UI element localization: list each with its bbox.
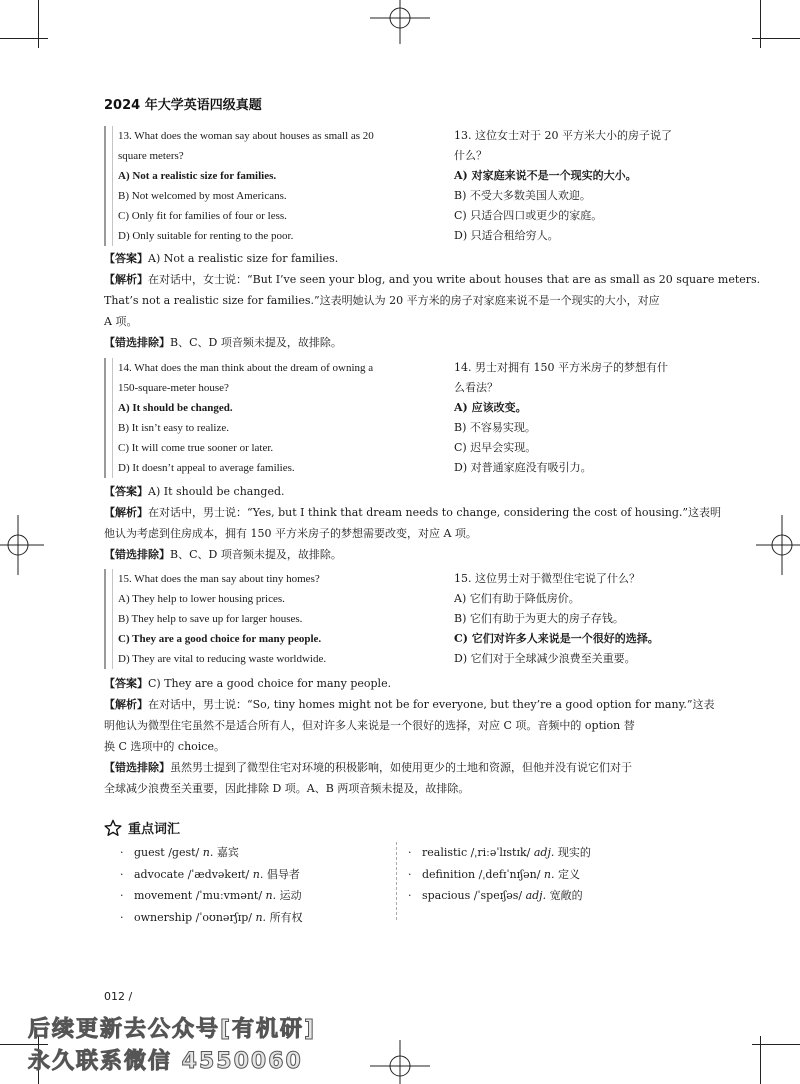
page-number: 012 / xyxy=(104,990,133,1003)
answer-text: C) They are a good choice for many people. xyxy=(148,677,392,690)
question-13-english: 13. What does the woman say about houses as small as 20 square meters? A) Not a realistic size for families. B) Not welcomed by most Americans. C) Only fit for families of four or less. D) Only suitable for renting to the poor. xyxy=(118,130,374,242)
question-14-explanation: 【答案】A) It should be changed. 【解析】在对话中，男士说：“Yes, but I think that dream needs to change, considering the cost of housing.”这表明 他认为考虑到住房成本，拥有 150 平方米房子的梦想需要改变，对应 A 项。 【错选排除】B、C、D 项音频未提及，故排除。 xyxy=(104,485,721,561)
question-14-chinese: 14. 男士对拥有 150 平方米房子的梦想有什 么看法？ A) 应该改变。 B) 不容易实现。 C) 迟早会实现。 D) 对普通家庭没有吸引力。 xyxy=(454,361,668,474)
vocab-divider xyxy=(396,842,397,920)
vocab-item: · spacious /ˈspeɪʃəs/ adj. 宽敞的 xyxy=(408,889,583,902)
question-13-explanation: 【答案】A) Not a realistic size for families. 【解析】在对话中，女士说：“But I’ve seen your blog, and you write about houses that are as small as 20 square meters. That’s not a realistic size for families.”这表明她认为 20 平方米的房子对家庭来说不是一个现实的大小，对应 A 项。 【错选排除】B、C、D 项音频未提及，故排除。 xyxy=(104,252,761,349)
question-13-chinese: 13. 这位女士对于 20 平方米大小的房子说了 什么？ A) 对家庭来说不是一个现实的大小。 B) 不受大多数美国人欢迎。 C) 只适合四口或更少的家庭。 D) 只适合租给穷人。 xyxy=(454,129,672,242)
question-15-explanation: 【答案】C) They are a good choice for many people. 【解析】在对话中，男士说：“So, tiny homes might not be for everyone, but they’re a good option for many.”这表 明他认为微型住宅虽然不是适合所有人，但对许多人来说是一个很好的选择，对应 C 项。音频中的 option 替 换 C 选项中的 choice。 【错选排除】虽然男士提到了微型住宅对环境的积极影响，如使用更少的土地和资源，但他并没有说它们对于 全球减少浪费至关重要，因此排除 D 项。A、B 两项音频未提及，故排除。 xyxy=(104,677,715,795)
star-icon xyxy=(104,819,122,837)
watermark-line-1: 后续更新去公众号[有机研] xyxy=(28,1017,317,1042)
vocab-list-right xyxy=(408,842,591,907)
answer-text: A) It should be changed. xyxy=(148,485,285,498)
question-13-block xyxy=(104,126,704,246)
question-14-english: 14. What does the man think about the dream of owning a 150-square-meter house? A) It should be changed. B) It isn’t easy to realize. C) It will come true sooner or later. D) It doesn’t appeal to average families. xyxy=(118,362,374,474)
vocab-item: · movement /ˈmuːvmənt/ n. 运动 xyxy=(120,889,302,902)
vocab-item: · realistic /ˌriːəˈlɪstɪk/ adj. 现实的 xyxy=(408,846,591,859)
watermark-line-2: 永久联系微信 4550060 xyxy=(28,1049,303,1074)
vocab-item: · ownership /ˈoʊnərʃɪp/ n. 所有权 xyxy=(120,910,303,924)
question-15-chinese: 15. 这位男士对于微型住宅说了什么？ A) 它们有助于降低房价。 B) 它们有助于为更大的房子存钱。 C) 它们对许多人来说是一个很好的选择。 D) 它们对于全球减少浪费至关重要。 xyxy=(454,572,659,665)
page-header-title: 2024 年大学英语四级真题 xyxy=(104,98,262,113)
answer-text: A) Not a realistic size for families. xyxy=(148,252,339,265)
question-15-english: 15. What does the man say about tiny homes? A) They help to lower housing prices. B) They help to save up for larger houses. C) They are a good choice for many people. D) They are vital to reducing waste worldwide. xyxy=(118,573,327,665)
quote-bar xyxy=(104,358,113,478)
vocab-list-left xyxy=(120,842,303,928)
quote-bar xyxy=(104,126,113,246)
vocab-heading: 重点词汇 xyxy=(104,818,180,837)
vocab-item: · advocate /ˈædvəkeɪt/ n. 倡导者 xyxy=(120,867,300,881)
vocab-item: · definition /ˌdefɪˈnɪʃən/ n. 定义 xyxy=(408,867,581,881)
quote-bar xyxy=(104,569,113,669)
question-14-block xyxy=(104,358,704,478)
question-15-block xyxy=(104,569,704,669)
vocab-item: · guest /ɡest/ n. 嘉宾 xyxy=(120,846,239,859)
